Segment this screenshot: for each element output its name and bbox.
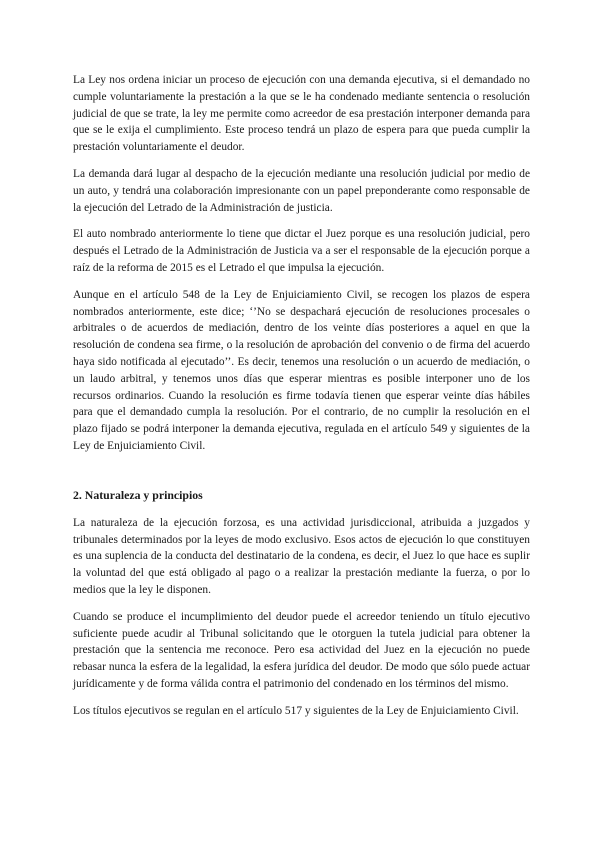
section-heading: 2. Naturaleza y principios [73, 487, 203, 502]
paragraph: Aunque en el artículo 548 de la Ley de Enjuiciamiento Civil, se recogen los plazos de espera nombrados anteriormente, este dice; ‘’No se despachará ejecución de resoluciones procesales o arbitrales o de acuerdos de mediación, dentro de los veinte días posteriores a aquel en que la resolución de condena sea firme, o la resolución de aprobación del convenio o de firma del acuerdo haya sido notificada al ejecutado’’. Es decir, tenemos una resolución o un acuerdo de mediación, o un laudo arbitral, y tenemos unos días que esperar mientras es posible interponer uno de los recursos ordinarios. Cuando la resolución es firme todavía tienen que esperar veinte días hábiles para que el demandado cumpla la resolución. Por el contrario, de no cumplir la resolución en el plazo fijado se podrá interponer la demanda ejecutiva, regulada en el artículo 549 y siguientes de la Ley de Enjuiciamiento Civil. [73, 288, 530, 452]
paragraph: La demanda dará lugar al despacho de la ejecución mediante una resolución judicial por medio de un auto, y tendrá una colaboración impresionante con un papel preponderante como responsable de la ejecución del Letrado de la Administración de justicia. [73, 167, 530, 214]
paragraph: La Ley nos ordena iniciar un proceso de ejecución con una demanda ejecutiva, si el demandado no cumple voluntariamente la prestación a la que se le ha condenado mediante sentencia o resolución judicial de que se trate, la ley me permite como acreedor de esa prestación interponer demanda para que se le exija el cumplimiento. Este proceso tendrá un plazo de espera para que pueda cumplir la prestación voluntariamente el deudor. [73, 74, 530, 154]
paragraph: La naturaleza de la ejecución forzosa, es una actividad jurisdiccional, atribuida a juzgados y tribunales determinados por la leyes de modo exclusivo. Esos actos de ejecución lo que constituyen es una suplencia de la conducta del destinatario de la condena, es decir, el Juez lo que hace es suplir la voluntad del que está obligado al pago o a realizar la prestación mediante la fuerza, o por lo medios que la ley le disponen. [73, 516, 530, 596]
paragraph: Cuando se produce el incumplimiento del deudor puede el acreedor teniendo un título ejecutivo suficiente puede acudir al Tribunal solicitando que le otorguen la tutela judicial para obtener la prestación que la sentencia me reconoce. Pero esa actividad del Juez en la ejecución no puede rebasar nunca la esfera de la legalidad, la esfera jurídica del deudor. De modo que sólo puede actuar jurídicamente y de forma válida contra el patrimonio del condenado en los términos del mismo. [73, 610, 530, 690]
paragraph: Los títulos ejecutivos se regulan en el artículo 517 y siguientes de la Ley de Enjuiciamiento Civil. [73, 704, 519, 717]
paragraph: El auto nombrado anteriormente lo tiene que dictar el Juez porque es una resolución judicial, pero después el Letrado de la Administración de Justicia va a ser el responsable de la ejecución porque a raíz de la reforma de 2015 es el Letrado el que impulsa la ejecución. [73, 228, 530, 274]
